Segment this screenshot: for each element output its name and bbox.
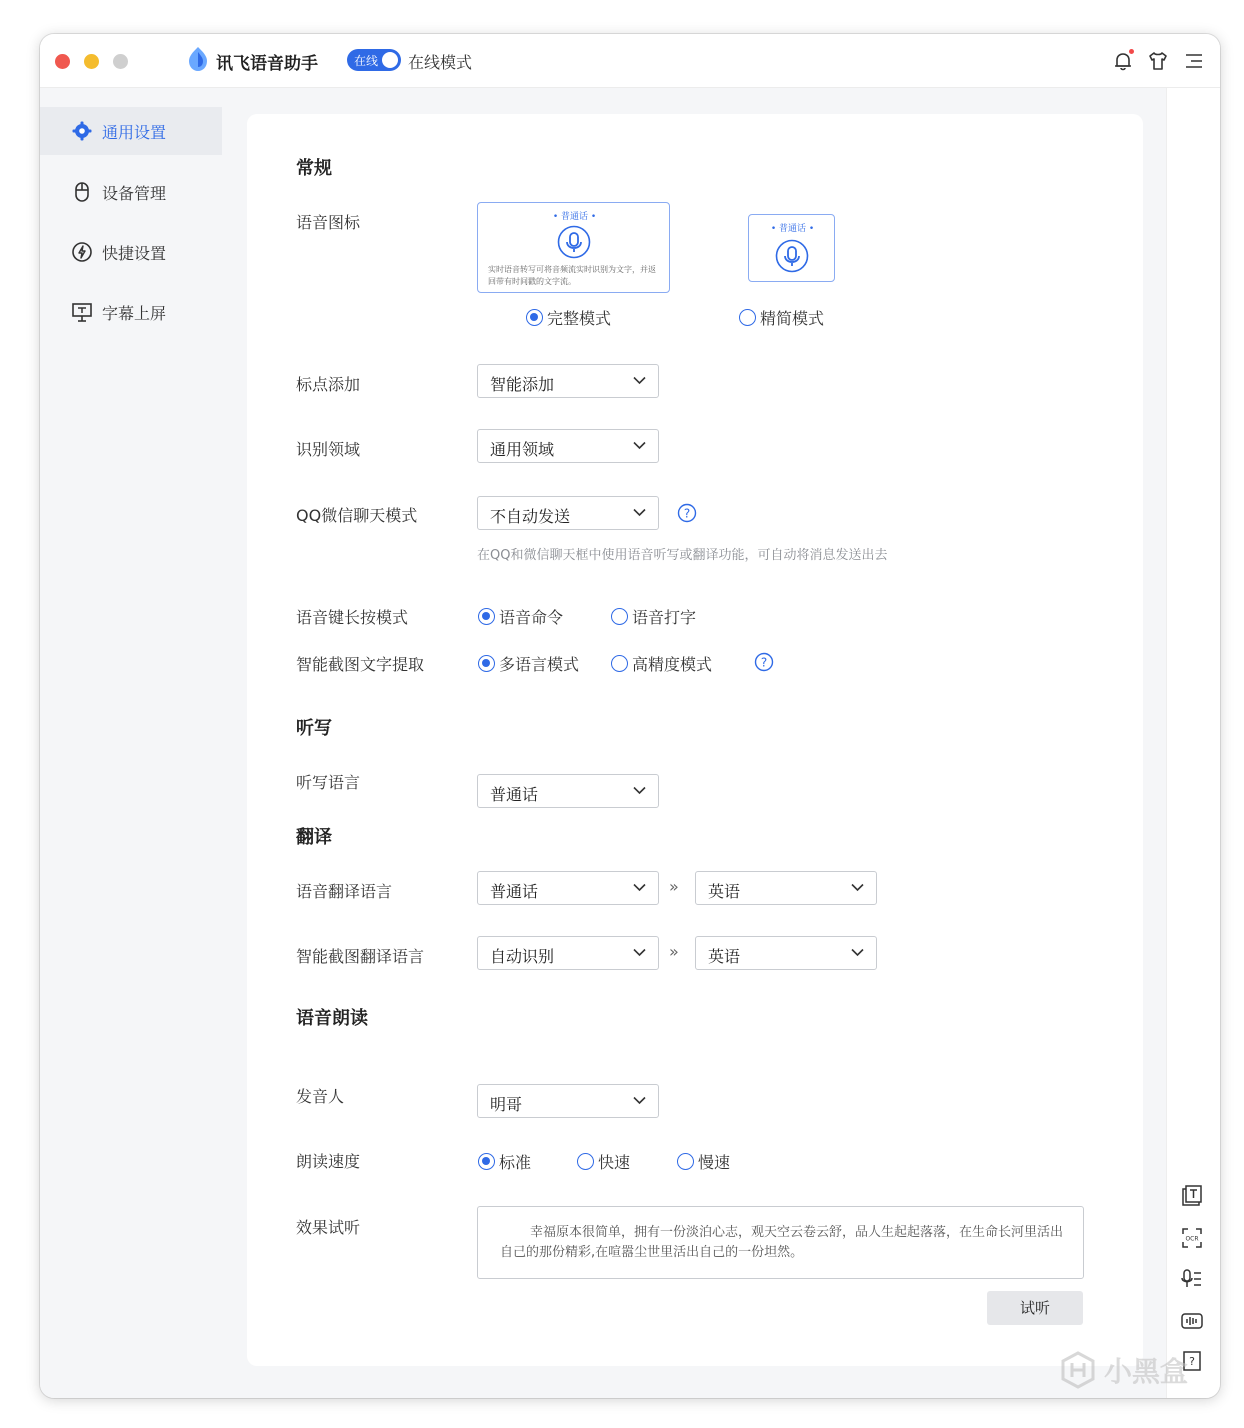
- speed-slow-radio[interactable]: [677, 1150, 730, 1173]
- listen-button[interactable]: 试听: [987, 1291, 1083, 1325]
- radio-label: 慢速: [698, 1153, 731, 1172]
- select-value: 普通话: [490, 882, 539, 901]
- chevron-down-icon: [633, 786, 646, 795]
- preview-label: 效果试听: [296, 1218, 361, 1237]
- settings-panel: [247, 114, 1143, 1366]
- high-precision-mode-radio[interactable]: [611, 652, 712, 675]
- select-value: 普通话: [490, 785, 539, 804]
- sidebar-item-subtitles[interactable]: [40, 288, 222, 336]
- chevron-down-icon: [851, 948, 864, 957]
- double-chevron-icon: »: [669, 877, 679, 896]
- radio-dot: [611, 608, 628, 625]
- speaker-label: 发音人: [296, 1087, 345, 1106]
- online-mode-toggle[interactable]: [347, 49, 401, 71]
- qq-wechat-select[interactable]: [477, 496, 659, 530]
- select-value: 自动识别: [490, 947, 555, 966]
- domain-select[interactable]: [477, 429, 659, 463]
- sidebar-item-devices[interactable]: [40, 168, 222, 216]
- chevron-down-icon: [633, 948, 646, 957]
- select-value: 英语: [708, 882, 741, 901]
- multilingual-mode-radio[interactable]: [478, 652, 579, 675]
- radio-dot: [478, 608, 495, 625]
- svg-text:?: ?: [683, 506, 691, 521]
- radio-dot: [478, 1153, 495, 1170]
- sidebar: [40, 88, 222, 1398]
- voice-icon-label: 语音图标: [296, 213, 361, 232]
- radio-label: 语音打字: [632, 608, 697, 627]
- svg-text:?: ?: [1189, 1355, 1195, 1368]
- lite-mode-preview-card[interactable]: [748, 214, 835, 282]
- section-title-reading: 语音朗读: [296, 1008, 368, 1029]
- chevron-down-icon: [633, 1096, 646, 1105]
- help-icon[interactable]: [754, 652, 774, 672]
- radio-label: 标准: [499, 1153, 532, 1172]
- radio-dot: [739, 309, 756, 326]
- close-window-button[interactable]: [55, 54, 70, 69]
- speed-fast-radio[interactable]: [577, 1150, 630, 1173]
- sidebar-item-label: 快捷设置: [102, 244, 167, 263]
- radio-dot: [611, 655, 628, 672]
- speed-standard-radio[interactable]: [478, 1150, 531, 1173]
- sidebar-item-label: 字幕上屏: [102, 304, 167, 323]
- card-language-tag: • 普通话 •: [770, 224, 815, 234]
- microphone-icon: [775, 239, 809, 273]
- section-title-dictation: 听写: [296, 718, 332, 739]
- punctuation-select[interactable]: [477, 364, 659, 398]
- voice-typing-radio[interactable]: [611, 605, 696, 628]
- microphone-icon: [557, 225, 591, 259]
- select-value: 明哥: [490, 1095, 523, 1114]
- shirt-icon[interactable]: [1147, 50, 1169, 72]
- screenshot-translation-label: 智能截图翻译语言: [296, 947, 425, 966]
- mouse-icon: [71, 181, 93, 203]
- radio-label: 多语言模式: [499, 655, 580, 674]
- chevron-down-icon: [633, 508, 646, 517]
- section-title-translation: 翻译: [296, 827, 332, 848]
- preview-textarea[interactable]: [477, 1206, 1084, 1279]
- zoom-window-button[interactable]: [113, 54, 128, 69]
- screenshot-translation-to-select[interactable]: [695, 936, 877, 970]
- voice-translation-to-select[interactable]: [695, 871, 877, 905]
- bolt-icon: [71, 241, 93, 263]
- mic-text-icon[interactable]: [1180, 1267, 1204, 1291]
- watermark: [1058, 1350, 1188, 1390]
- chevron-down-icon: [633, 441, 646, 450]
- chevron-down-icon: [633, 376, 646, 385]
- voice-command-radio[interactable]: [478, 605, 563, 628]
- svg-text:?: ?: [760, 655, 768, 670]
- dictation-language-select[interactable]: [477, 774, 659, 808]
- speaker-select[interactable]: [477, 1084, 659, 1118]
- long-press-label: 语音键长按模式: [296, 608, 409, 627]
- watermark-logo-icon: [1058, 1350, 1098, 1390]
- svg-text:OCR: OCR: [1185, 1235, 1199, 1243]
- text-tool-icon[interactable]: [1180, 1184, 1204, 1208]
- radio-dot: [478, 655, 495, 672]
- app-logo-icon: [187, 46, 209, 72]
- double-chevron-icon: »: [669, 942, 679, 961]
- notification-dot: [1129, 49, 1134, 54]
- radio-dot: [677, 1153, 694, 1170]
- speed-label: 朗读速度: [296, 1152, 361, 1171]
- qq-wechat-hint: 在QQ和微信聊天框中使用语音听写或翻译功能，可自动将消息发送出去: [477, 548, 888, 563]
- radio-dot: [577, 1153, 594, 1170]
- radio-label: 精简模式: [760, 309, 825, 328]
- audio-wave-icon[interactable]: [1180, 1309, 1204, 1333]
- sidebar-item-label: 通用设置: [102, 123, 167, 142]
- app-title: 讯飞语音助手: [216, 54, 318, 74]
- punctuation-label: 标点添加: [296, 375, 361, 394]
- radio-label: 语音命令: [499, 608, 564, 627]
- minimize-window-button[interactable]: [84, 54, 99, 69]
- radio-label: 高精度模式: [632, 655, 713, 674]
- radio-label: 完整模式: [547, 309, 612, 328]
- radio-label: 快速: [598, 1153, 631, 1172]
- chevron-down-icon: [633, 883, 646, 892]
- voice-translation-from-select[interactable]: [477, 871, 659, 905]
- toggle-knob: [382, 52, 398, 68]
- gear-icon: [71, 120, 93, 142]
- sidebar-item-shortcuts[interactable]: [40, 228, 222, 276]
- mode-text: 在线模式: [408, 53, 473, 72]
- sidebar-item-general[interactable]: [40, 107, 222, 155]
- select-value: 不自动发送: [490, 507, 571, 526]
- dictation-language-label: 听写语言: [296, 773, 361, 792]
- preview-text: 幸福原本很简单，拥有一份淡泊心志，观天空云卷云舒，品人生起起落落，在生命长河里活出自己的那份精彩,在喧嚣尘世里活出自己的一份坦然。: [500, 1225, 1064, 1260]
- help-icon[interactable]: [677, 503, 697, 523]
- titlebar: [40, 34, 1220, 88]
- ocr-icon[interactable]: [1180, 1226, 1204, 1250]
- section-title-general: 常规: [296, 158, 332, 179]
- screenshot-translation-from-select[interactable]: [477, 936, 659, 970]
- card-description: 实时语音转写可将音频流实时识别为文字，并返回带有时间戳的文字流。: [488, 265, 656, 286]
- select-value: 智能添加: [490, 375, 555, 394]
- lite-mode-radio[interactable]: [739, 306, 824, 329]
- select-value: 英语: [708, 947, 741, 966]
- menu-icon[interactable]: [1183, 50, 1205, 72]
- radio-dot: [526, 309, 543, 326]
- qq-wechat-label: QQ微信聊天模式: [296, 506, 418, 525]
- full-mode-radio[interactable]: [526, 306, 611, 329]
- domain-label: 识别领域: [296, 440, 361, 459]
- chevron-down-icon: [851, 883, 864, 892]
- select-value: 通用领域: [490, 440, 555, 459]
- watermark-text: 小黑盒: [1104, 1355, 1189, 1388]
- toggle-label: 在线: [354, 54, 379, 68]
- screenshot-ocr-label: 智能截图文字提取: [296, 655, 425, 674]
- screen-icon: [71, 301, 93, 323]
- voice-translation-label: 语音翻译语言: [296, 882, 393, 901]
- sidebar-item-label: 设备管理: [102, 184, 167, 203]
- full-mode-preview-card[interactable]: [477, 202, 670, 293]
- card-language-tag: • 普通话 •: [552, 212, 597, 222]
